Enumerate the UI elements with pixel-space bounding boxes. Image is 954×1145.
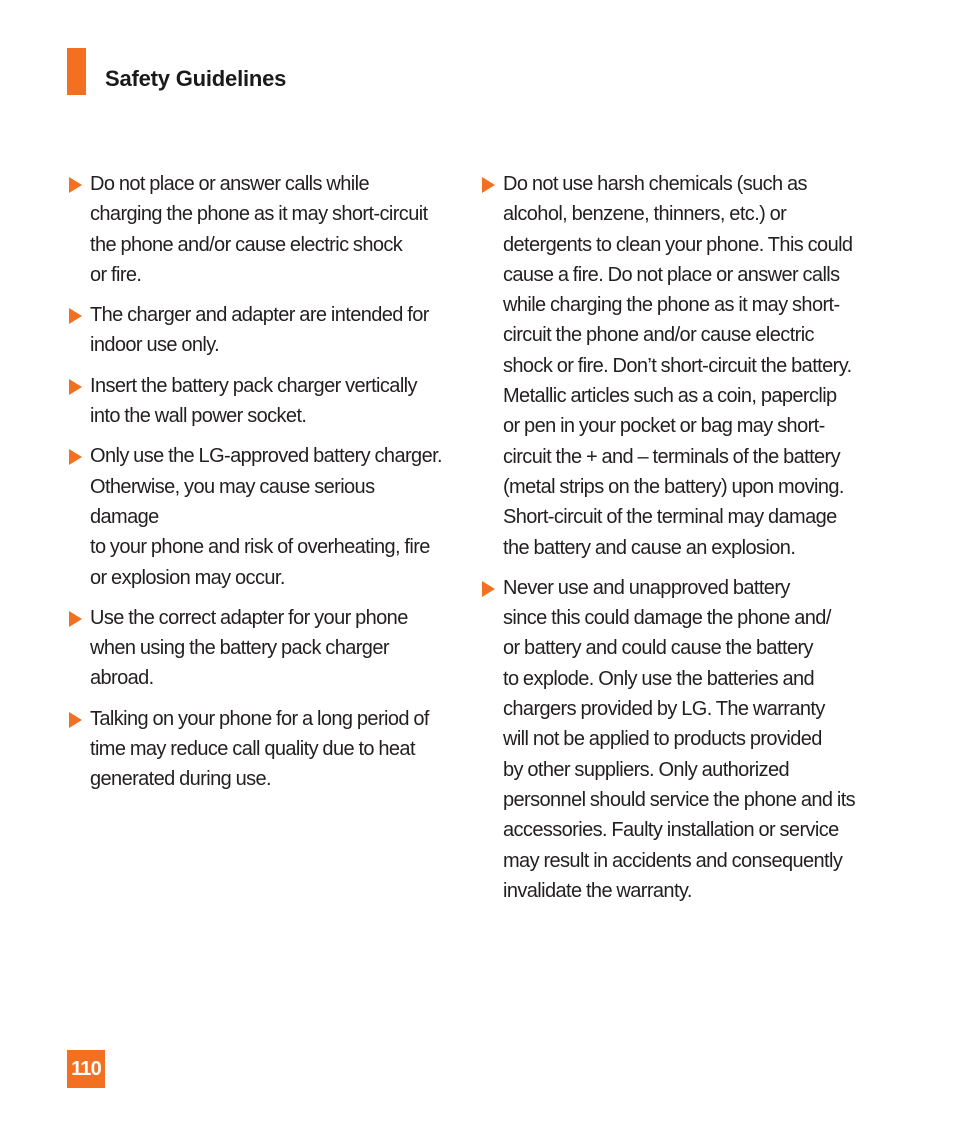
- triangle-right-icon: [482, 177, 495, 193]
- list-item-text: Do not place or answer calls while charging the phone as it may short-circuit the phone and/or cause electric shock or fire.: [90, 173, 428, 286]
- list-item: [480, 169, 865, 563]
- page-number: 110: [67, 1050, 105, 1088]
- list-item: [67, 300, 445, 361]
- list-item: [67, 371, 445, 432]
- triangle-right-icon: [69, 712, 82, 728]
- triangle-right-icon: [69, 308, 82, 324]
- page-title: Safety Guidelines: [105, 66, 287, 91]
- triangle-right-icon: [69, 611, 82, 627]
- list-item: [67, 441, 445, 592]
- section-accent-bar: [67, 48, 86, 95]
- list-item-text: Insert the battery pack charger vertically into the wall power socket.: [90, 374, 417, 428]
- triangle-right-icon: [69, 449, 82, 465]
- triangle-right-icon: [69, 379, 82, 395]
- list-item-text: The charger and adapter are intended for indoor use only.: [90, 304, 429, 357]
- list-item: [67, 169, 445, 290]
- list-item-text: Only use the LG-approved battery charger. Otherwise, you may cause serious damage to your phone and risk of overheating, fire or explosion may occur.: [90, 445, 443, 589]
- left-column: [67, 169, 445, 805]
- list-item-text: Use the correct adapter for your phone when using the battery pack charger abroad.: [90, 606, 408, 690]
- list-item: [67, 704, 445, 795]
- list-item: [67, 603, 445, 694]
- triangle-right-icon: [482, 581, 495, 597]
- list-item: [480, 573, 865, 906]
- triangle-right-icon: [69, 177, 82, 193]
- list-item-text: Never use and unapproved battery since this could damage the phone and/ or battery and could cause the battery to explode. Only use the batteries and chargers provided by LG. The warranty will not be applied to products provided by other suppliers. Only authorized personnel should service the phone and its accessories. Faulty installation or service may result in accidents and consequently invalidate the warranty.: [503, 576, 856, 902]
- right-column: [480, 169, 865, 916]
- list-item-text: Talking on your phone for a long period of time may reduce call quality due to heat generated during use.: [90, 707, 429, 791]
- list-item-text: Do not use harsh chemicals (such as alcohol, benzene, thinners, etc.) or detergents to clean your phone. This could cause a fire. Do not place or answer calls while charging the phone as it may short- circuit the phone and/or cause electric shock or fire. Don’t short-circuit the battery. Metallic articles such as a coin, paperclip or pen in your pocket or bag may short- circuit the + and – terminals of the battery (metal strips on the battery) upon moving. Short-circuit of the terminal may damage the battery and cause an explosion.: [503, 173, 853, 559]
